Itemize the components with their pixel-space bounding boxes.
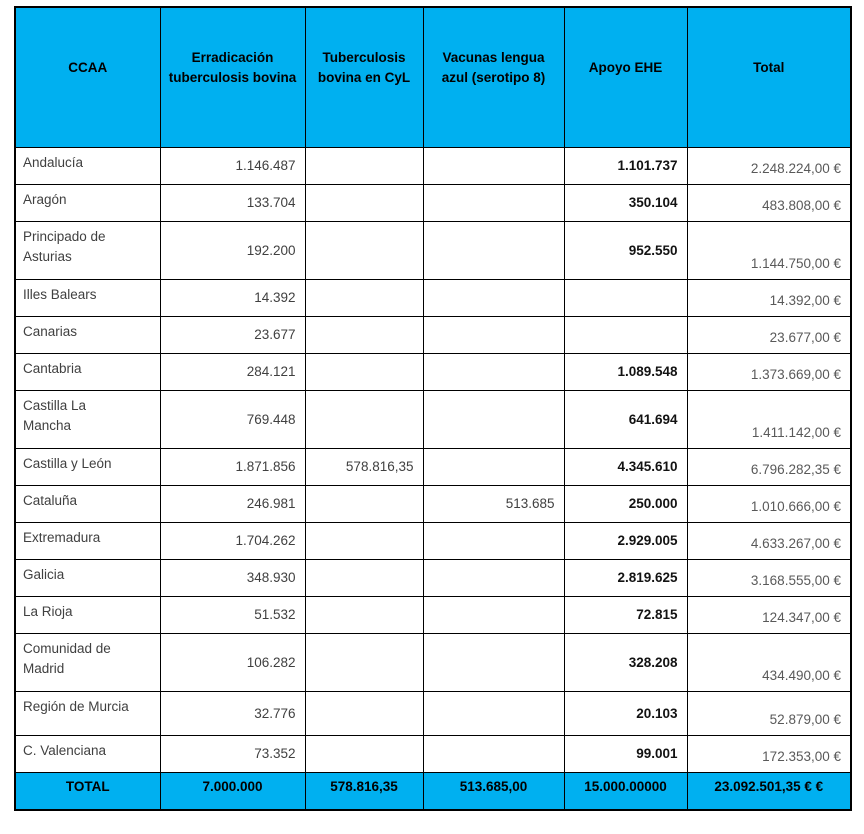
table-row-illes-balears: [15, 279, 851, 316]
cell-tuberculosis-cyl: [305, 316, 423, 353]
cell-vacunas: [423, 390, 564, 448]
total-apoyo-ehe: 15.000.00000: [564, 772, 687, 810]
cell-apoyo-ehe: 2.929.005: [564, 522, 687, 559]
cell-ccaa: Galicia: [15, 559, 160, 596]
cell-tuberculosis-cyl: [305, 522, 423, 559]
cell-erradicacion: 1.146.487: [160, 147, 305, 184]
cell-ccaa: Cataluña: [15, 485, 160, 522]
total-vacunas: 513.685,00: [423, 772, 564, 810]
cell-apoyo-ehe: 1.089.548: [564, 353, 687, 390]
cell-total: 1.144.750,00 €: [687, 221, 851, 279]
cell-vacunas: [423, 448, 564, 485]
cell-apoyo-ehe: 350.104: [564, 184, 687, 221]
cell-vacunas: [423, 184, 564, 221]
cell-vacunas: [423, 522, 564, 559]
cell-ccaa: Castilla La Mancha: [15, 390, 160, 448]
table-row-cantabria: [15, 353, 851, 390]
cell-erradicacion: 106.282: [160, 633, 305, 691]
cell-tuberculosis-cyl: [305, 221, 423, 279]
cell-erradicacion: 769.448: [160, 390, 305, 448]
cell-total: 1.010.666,00 €: [687, 485, 851, 522]
cell-vacunas: [423, 691, 564, 735]
cell-total: 172.353,00 €: [687, 735, 851, 772]
cell-erradicacion: 1.871.856: [160, 448, 305, 485]
table-row-castilla-y-leon: [15, 448, 851, 485]
table-row-region-de-murcia: [15, 691, 851, 735]
cell-ccaa: Extremadura: [15, 522, 160, 559]
cell-erradicacion: 348.930: [160, 559, 305, 596]
cell-total: 4.633.267,00 €: [687, 522, 851, 559]
cell-erradicacion: 23.677: [160, 316, 305, 353]
column-header-tuberculosis-bovina-cyl: Tuberculosis bovina en CyL: [305, 7, 423, 147]
cell-apoyo-ehe: 1.101.737: [564, 147, 687, 184]
total-total: 23.092.501,35 € €: [687, 772, 851, 810]
cell-tuberculosis-cyl: [305, 485, 423, 522]
cell-total: 2.248.224,00 €: [687, 147, 851, 184]
cell-total: 23.677,00 €: [687, 316, 851, 353]
column-header-erradicacion-tuberculosis-bovina: Erradicación tuberculosis bovina: [160, 7, 305, 147]
cell-ccaa: Illes Balears: [15, 279, 160, 316]
cell-vacunas: [423, 559, 564, 596]
cell-tuberculosis-cyl: [305, 147, 423, 184]
cell-tuberculosis-cyl: [305, 390, 423, 448]
funding-table: [14, 6, 852, 811]
column-header-total: Total: [687, 7, 851, 147]
cell-vacunas: [423, 316, 564, 353]
cell-erradicacion: 133.704: [160, 184, 305, 221]
cell-vacunas: [423, 596, 564, 633]
table-header: [15, 7, 851, 147]
cell-ccaa: Región de Murcia: [15, 691, 160, 735]
cell-vacunas: [423, 221, 564, 279]
cell-tuberculosis-cyl: [305, 633, 423, 691]
cell-tuberculosis-cyl: [305, 559, 423, 596]
column-header-ccaa: CCAA: [15, 7, 160, 147]
table-row-canarias: [15, 316, 851, 353]
header-row: [15, 7, 851, 147]
table-row-asturias: [15, 221, 851, 279]
cell-vacunas: [423, 147, 564, 184]
cell-ccaa: Principado de Asturias: [15, 221, 160, 279]
cell-total: 6.796.282,35 €: [687, 448, 851, 485]
table-row-comunidad-de-madrid: [15, 633, 851, 691]
cell-ccaa: La Rioja: [15, 596, 160, 633]
cell-tuberculosis-cyl: [305, 279, 423, 316]
cell-total: 1.373.669,00 €: [687, 353, 851, 390]
cell-ccaa: Castilla y León: [15, 448, 160, 485]
cell-ccaa: Comunidad de Madrid: [15, 633, 160, 691]
table-row-castilla-la-mancha: [15, 390, 851, 448]
cell-vacunas: [423, 353, 564, 390]
cell-tuberculosis-cyl: [305, 691, 423, 735]
cell-ccaa: Cantabria: [15, 353, 160, 390]
cell-total: 1.411.142,00 €: [687, 390, 851, 448]
cell-total: 52.879,00 €: [687, 691, 851, 735]
table-body: [15, 147, 851, 810]
cell-apoyo-ehe: 952.550: [564, 221, 687, 279]
cell-erradicacion: 51.532: [160, 596, 305, 633]
cell-erradicacion: 246.981: [160, 485, 305, 522]
cell-apoyo-ehe: 641.694: [564, 390, 687, 448]
table-row-galicia: [15, 559, 851, 596]
cell-tuberculosis-cyl: [305, 184, 423, 221]
total-row-label: TOTAL: [15, 772, 160, 810]
table-row-andalucia: [15, 147, 851, 184]
cell-erradicacion: 284.121: [160, 353, 305, 390]
cell-erradicacion: 73.352: [160, 735, 305, 772]
cell-apoyo-ehe: 4.345.610: [564, 448, 687, 485]
cell-vacunas: [423, 633, 564, 691]
cell-tuberculosis-cyl: 578.816,35: [305, 448, 423, 485]
cell-erradicacion: 32.776: [160, 691, 305, 735]
cell-ccaa: Andalucía: [15, 147, 160, 184]
cell-apoyo-ehe: 250.000: [564, 485, 687, 522]
cell-apoyo-ehe: 328.208: [564, 633, 687, 691]
table-row-aragon: [15, 184, 851, 221]
cell-erradicacion: 192.200: [160, 221, 305, 279]
cell-apoyo-ehe: [564, 279, 687, 316]
cell-vacunas: [423, 279, 564, 316]
cell-total: 483.808,00 €: [687, 184, 851, 221]
cell-apoyo-ehe: 20.103: [564, 691, 687, 735]
cell-ccaa: Aragón: [15, 184, 160, 221]
column-header-vacunas-lengua-azul: Vacunas lengua azul (serotipo 8): [423, 7, 564, 147]
cell-apoyo-ehe: [564, 316, 687, 353]
table-row-c-valenciana: [15, 735, 851, 772]
cell-tuberculosis-cyl: [305, 353, 423, 390]
cell-ccaa: Canarias: [15, 316, 160, 353]
cell-apoyo-ehe: 99.001: [564, 735, 687, 772]
total-tuberculosis-cyl: 578.816,35: [305, 772, 423, 810]
cell-tuberculosis-cyl: [305, 596, 423, 633]
cell-vacunas: 513.685: [423, 485, 564, 522]
column-header-apoyo-ehe: Apoyo EHE: [564, 7, 687, 147]
cell-total: 14.392,00 €: [687, 279, 851, 316]
cell-total: 434.490,00 €: [687, 633, 851, 691]
cell-erradicacion: 14.392: [160, 279, 305, 316]
cell-ccaa: C. Valenciana: [15, 735, 160, 772]
cell-total: 3.168.555,00 €: [687, 559, 851, 596]
table-row-total: [15, 772, 851, 810]
table-row-extremadura: [15, 522, 851, 559]
cell-apoyo-ehe: 2.819.625: [564, 559, 687, 596]
cell-apoyo-ehe: 72.815: [564, 596, 687, 633]
table-row-cataluna: [15, 485, 851, 522]
cell-total: 124.347,00 €: [687, 596, 851, 633]
total-erradicacion: 7.000.000: [160, 772, 305, 810]
cell-erradicacion: 1.704.262: [160, 522, 305, 559]
table-row-la-rioja: [15, 596, 851, 633]
cell-vacunas: [423, 735, 564, 772]
cell-tuberculosis-cyl: [305, 735, 423, 772]
